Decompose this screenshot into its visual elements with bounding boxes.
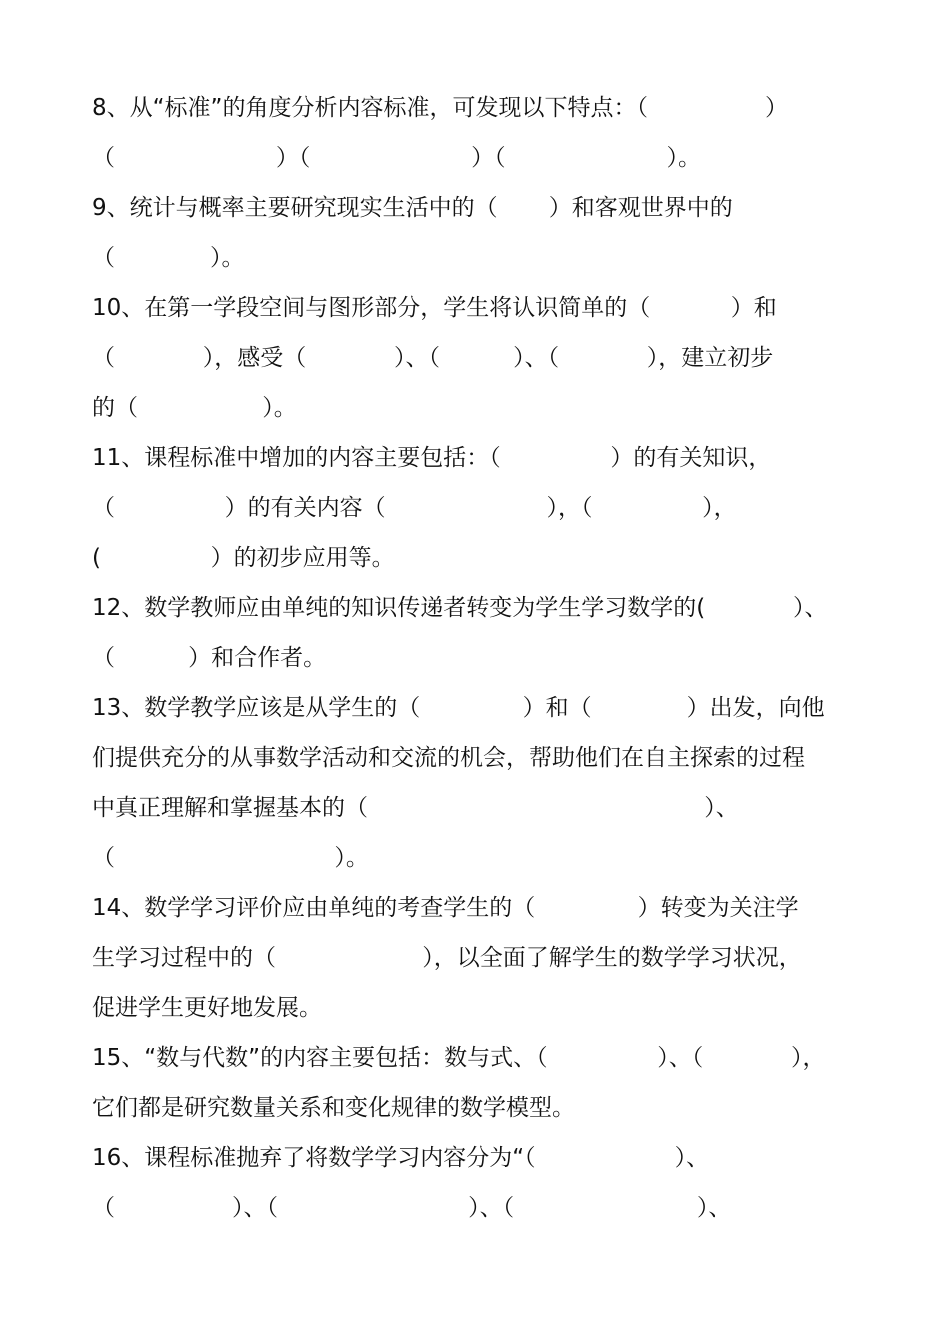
q14-line-2: 生学习过程中的（ ），以全面了解学生的数学学习状况，: [92, 945, 802, 971]
q15-line-1: 15、“数与代数”的内容主要包括：数与式、（ ）、（ ），: [92, 1045, 826, 1071]
q13-line-3: 中真正理解和掌握基本的（ ）、: [92, 795, 739, 821]
q10-line-3: 的（ ）。: [92, 395, 297, 421]
q12-line-1: 12、数学教师应由单纯的知识传递者转变为学生学习数学的( ）、: [92, 595, 828, 621]
q14-line-1: 14、数学学习评价应由单纯的考查学生的（ ）转变为关注学: [92, 895, 799, 921]
q11-line-3: ( ）的初步应用等。: [92, 545, 395, 571]
q14-line-3: 促进学生更好地发展。: [92, 995, 322, 1021]
q10-line-2: （ ），感受（ ）、（ ）、（ ），建立初步: [92, 345, 774, 371]
q12-line-2: （ ）和合作者。: [92, 645, 327, 671]
q11-line-1: 11、课程标准中增加的内容主要包括：（ ）的有关知识，: [92, 445, 772, 471]
q13-line-1: 13、数学教学应该是从学生的（ ）和（ ）出发，向他: [92, 695, 825, 721]
q8-line-1: 8、从“标准”的角度分析内容标准，可发现以下特点：（ ）: [92, 95, 788, 121]
q11-line-2: （ ）的有关内容（ ），（ ），: [92, 495, 737, 521]
q8-line-2: （ ）（ ）（ ）。: [92, 145, 702, 171]
q9-line-2: （ ）。: [92, 245, 245, 271]
q16-line-1: 16、课程标准抛弃了将数学学习内容分为“（ ）、: [92, 1145, 710, 1171]
q13-line-2: 们提供充分的从事数学活动和交流的机会，帮助他们在自主探索的过程: [92, 745, 805, 771]
q16-line-2: （ ）、（ ）、（ ）、: [92, 1195, 732, 1221]
q10-line-1: 10、在第一学段空间与图形部分，学生将认识简单的（ ）和: [92, 295, 777, 321]
q9-line-1: 9、统计与概率主要研究现实生活中的（ ）和客观世界中的: [92, 195, 733, 221]
q13-line-4: （ ）。: [92, 845, 369, 871]
q15-line-2: 它们都是研究数量关系和变化规律的数学模型。: [92, 1095, 575, 1121]
